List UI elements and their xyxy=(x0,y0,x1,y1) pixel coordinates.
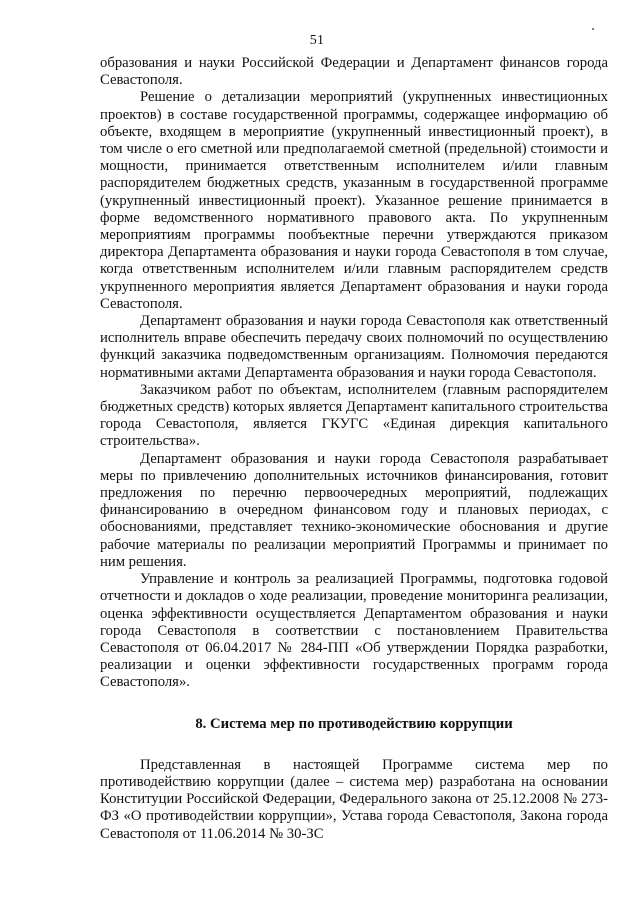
paragraph-management-control: Управление и контроль за реализацией Программы, подготовка годовой отчетности и докладов о ходе реализации, проведение мониторинга реализации, оценка эффективности осуществляется Департаментом образования и науки города Севастополя в соответствии с постановлением Правительства Севастополя от 06.04.2017 № 284-ПП «Об утверждении Порядка разработки, реализации и оценки эффективности государственных программ города Севастополя». xyxy=(100,571,608,691)
paragraph-detailing-decision: Решение о детализации мероприятий (укрупненных инвестиционных проектов) в составе государственной программы, содержащее информацию об объекте, входящем в мероприятие (укрупненный инвестиционный проект), в том числе о его сметной или предполагаемой сметной (предельной) стоимости и мощности, принимается ответственным исполнителем и/или главным распорядителем бюджетных средств, указанным в государственной программе (укрупненный инвестиционный проект). Указанное решение принимается в форме ведомственного нормативного правового акта. По укрупненным мероприятиям программы пообъектные перечни утверждаются приказом директора Департамента образования и науки города Севастополя в том случае, когда ответственным исполнителем и/или главным распорядителем средств укрупненного мероприятия является Департамент образования и науки города Севастополя. xyxy=(100,89,608,312)
paragraph-customer: Заказчиком работ по объектам, исполнителем (главным распорядителем бюджетных средств) которых является Департамент капитального строительства города Севастополя, является ГКУГС «Единая дирекция капитального строительства». xyxy=(100,381,608,450)
section-heading: 8. Система мер по противодействию коррупции xyxy=(195,715,513,732)
paragraph-funding-measures: Департамент образования и науки города Севастополя разрабатывает меры по привлечению дополнительных источников финансирования, готовит предложения по перечню первоочередных мероприятий, подлежащих финансированию в очередном финансовом году и плановых периодах, с обоснованиями, представляет технико-экономические обоснования и другие рабочие материалы по реализации мероприятий Программы и принимает по ним решения. xyxy=(100,450,608,570)
document-body xyxy=(100,55,608,843)
page-number: 51 xyxy=(309,33,325,48)
paragraph-department-powers: Департамент образования и науки города Севастополя как ответственный исполнитель вправе обеспечить передачу своих полномочий по осуществлению функций заказчика подведомственным организациям. Полномочия передаются нормативными актами Департамента образования и науки города Севастополя. xyxy=(100,313,608,381)
paragraph-continuation: образования и науки Российской Федерации и Департамент финансов города Севастополя. xyxy=(100,55,608,89)
paragraph-anticorruption: Представленная в настоящей Программе система мер по противодействию коррупции (далее – система мер) разработана на основании Конституции Российской Федерации, Федерального закона от 25.12.2008 № 273-ФЗ «О противодействии коррупции», Устава города Севастополя, Закона города Севастополя от 11.06.2014 № 30-ЗС xyxy=(100,756,608,842)
scan-speck xyxy=(592,28,594,30)
